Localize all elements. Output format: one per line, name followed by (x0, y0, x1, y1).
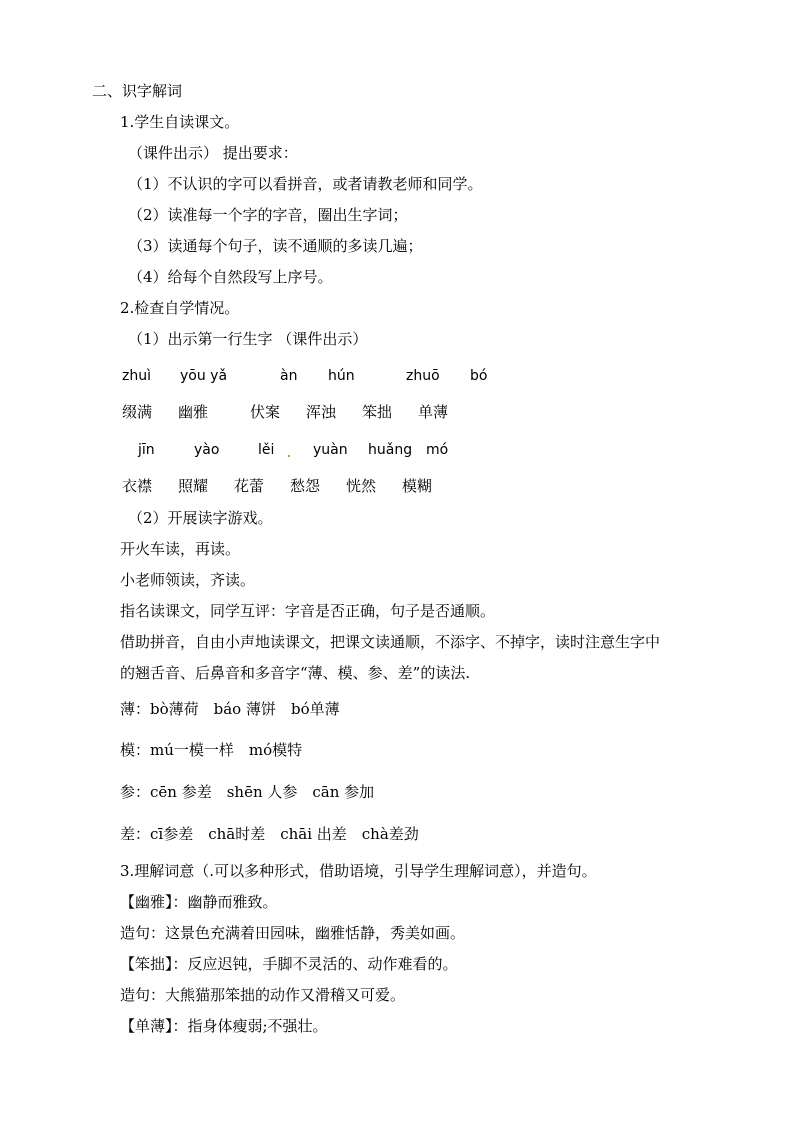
game-1: 开火车读，再读。 (120, 540, 241, 558)
pinyin-jin: jīn (138, 442, 155, 458)
polyphone-can: 参：cēn 参差 shēn 人参 cān 参加 (120, 783, 375, 801)
pinyin-zhui: zhuì (122, 368, 151, 384)
pinyin-youya: yōu yǎ (180, 368, 228, 384)
pinyin-an: àn (280, 368, 298, 384)
requirement-4: （4）给每个自然段写上序号。 (128, 268, 333, 286)
word-youya: 幽雅 (178, 403, 209, 421)
pinyin-hun: hún (328, 368, 355, 384)
step-2-heading: 2.检查自学情况。 (120, 299, 240, 317)
definition-youya: 【幽雅】：幽静而雅致。 (120, 893, 278, 911)
pinyin-zhuo: zhuō (406, 368, 440, 384)
word-fuan: 伏案 (250, 403, 281, 421)
sentence-benzhuo: 造句：大熊猫那笨拙的动作又滑稽又可爱。 (120, 986, 406, 1004)
word-hunzhuo: 浑浊 (306, 403, 337, 421)
game-3: 指名读课文，同学互评：字音是否正确，句子是否通顺。 (120, 602, 496, 620)
word-hualei: 花蕾 (234, 477, 265, 495)
word-chouyuan: 愁怨 (290, 477, 321, 495)
pinyin-huang: huǎng (368, 442, 413, 458)
word-danbo: 单薄 (418, 403, 449, 421)
step-1-intro: （课件出示） 提出要求： (128, 144, 298, 162)
word-benzhuo: 笨拙 (362, 403, 393, 421)
sentence-youya: 造句：这景色充满着田园味，幽雅恬静，秀美如画。 (120, 924, 466, 942)
word-huangran: 恍然 (346, 477, 377, 495)
word-zhaoyao: 照耀 (178, 477, 209, 495)
guide-line-1: 借助拼音，自由小声地读课文，把课文读通顺，不添字、不掉字，读时注意生字中 (120, 633, 661, 651)
definition-danbo: 【单薄】：指身体瘦弱;不强壮。 (120, 1017, 328, 1035)
definition-benzhuo: 【笨拙】：反应迟钝，手脚不灵活的、动作难看的。 (120, 955, 458, 973)
step-1-heading: 1.学生自读课文。 (120, 113, 240, 131)
word-zhuiman: 缀满 (122, 403, 153, 421)
pinyin-yao: yào (194, 442, 220, 458)
requirement-3: （3）读通每个句子，读不通顺的多读几遍； (128, 237, 423, 255)
polyphone-cha: 差：cī参差 chā时差 chāi 出差 chà差劲 (120, 825, 419, 843)
pinyin-bo: bó (470, 368, 488, 384)
requirement-1: （1）不认识的字可以看拼音，或者请教老师和同学。 (128, 175, 483, 193)
stray-dot (288, 455, 290, 457)
step-2-sub-2: （2）开展读字游戏。 (128, 509, 273, 527)
polyphone-mo: 模：mú一模一样 mó模特 (120, 741, 303, 759)
step-2-sub-1: （1）出示第一行生字 （课件出示） (128, 330, 368, 348)
pinyin-yuan: yuàn (313, 442, 348, 458)
word-mohu: 模糊 (402, 477, 433, 495)
section-title: 二、识字解词 (92, 82, 183, 100)
pinyin-mo: mó (426, 442, 449, 458)
word-yijin: 衣襟 (122, 477, 153, 495)
game-2: 小老师领读，齐读。 (120, 571, 256, 589)
step-3-heading: 3.理解词意（.可以多种形式，借助语境，引导学生理解词意），并造句。 (120, 862, 597, 880)
polyphone-bao: 薄：bò薄荷 báo 薄饼 bó单薄 (120, 700, 340, 718)
pinyin-lei: lěi (258, 442, 275, 458)
guide-line-2: 的翘舌音、后鼻音和多音字“薄、模、参、差”的读法. (120, 664, 471, 682)
requirement-2: （2）读准每一个字的字音，圈出生字词； (128, 206, 408, 224)
